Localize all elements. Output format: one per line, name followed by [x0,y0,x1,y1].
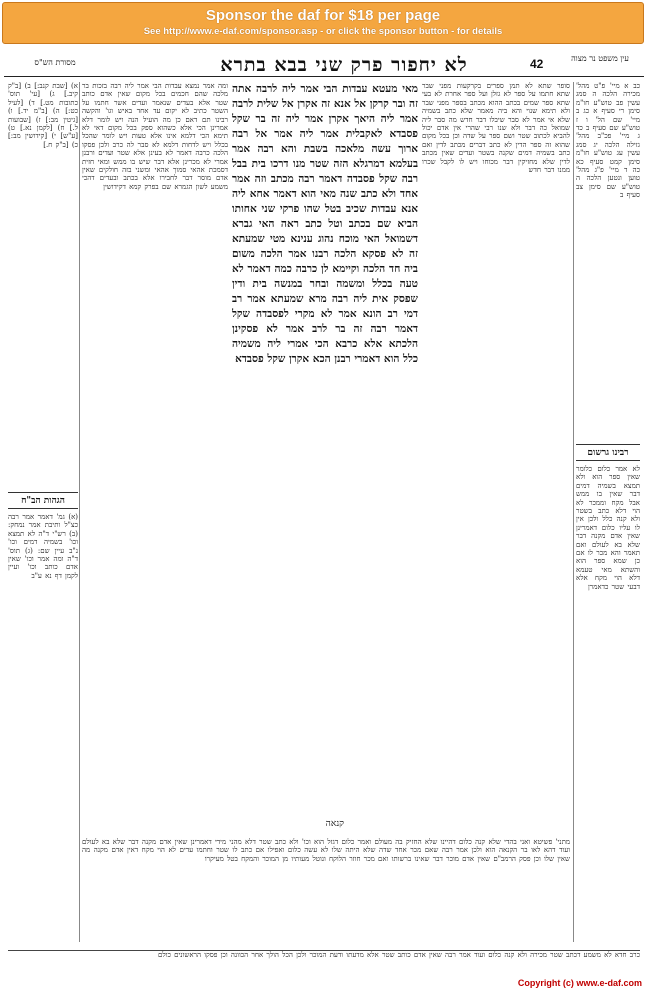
page-title: לא יחפור פרק שני בבא בתרא [220,54,468,76]
rabbeinu-gershom-text: לא אמר כלום כלומר שאין ספר הוא ולא תמצא בשמיה דמים דבר שאין בו ממש אבל מקח וממכר לא הוי דלא כתב בשטר ולא קנה כלל ולכן אין לו עליו כלום דאמרינן שאין אדם מקנה דבר שלא בא לעולם ואם תאמר והא מכר לו אם כן שמא ספר הוא והשתא מאי טעמא דלא הוי מקח אלא דבעי שטר כדאמרן [576,465,640,591]
rashi-column: סופר שתא לא תמן ספרים בקרקעות מפני שבר שתא חתמו על ספר לא גזלן ועל ספר אחרת לא בעי שתא ספר שמים בכתב ההוא מכתב בספר מפני שבר ולא תימא שנוי והא ביה מאמר שלא כתב בשמיה שלא אי אמר לא סבר שיבלו דבר חדש מה סבר ליה שמואל כה דבר ולא שנו רבי שהרי אין אדם יכול להביא לכתוב שטר ושם ספר על שדה וכן בכל מקום שהוא זה ספר הדין לא כתב דברים מכתב לדין ואם כתב בשמיה דמים שקנה בשטר ועדים שאין מכתב לדין שלא מחזיקין דבר מכוחו ויש לו לקבל שכרו ממנו דבר חדש [422,82,570,175]
masoret-hashas-heading: מסורת הש"ס [34,58,76,67]
tosafot-column: ומה אמר נמצא עבדות הבי אמר ליה רבה בזכות בר מלכה שהם חכמים בכל מקום שאין אדם כותב שטר אלא בעדים שנאמר ועדים אשר חתמו על השטר כתיב לא יקום עד אחד באיש וגו' והקשה רבינו תם דאם כן מה הועיל הנה ויש לומר דלא אמרינן הכי אלא כשהוא ספק בכל מקום דאי לא תימא הכי דלמא אינו אלא טעות ויש לומר שהכל בכלל ויש לדחות דלמא לא סבר לה כרב ולכן פסקו הלכה כרבה דאמר לא בעינן אלא שטר ועדים ורבנן אמרי לא מכרינן אלא דבר שיש בו ממש ומאי חזית דסמכת אהאי סמוך אהאי ומשני בזה חולקים שאין אדם מוסר דבר לחבירו אלא בכתב ובעדים דהכי משמע לשון הגמרא שם בפרק קמא דקידושין [82,82,228,191]
footnote: כרב חדא לא משמע דכתב שטר מכירה ולא קנה כלום ועוד אמר רבה שאין אדם כותב שטר אלא מדעתו ודעת המוכר ולכן הכל הולך אחר הכוונה וכן פסקו הראשונים כולם [8,950,640,971]
hagahot-title: הגהות הב"ח [8,492,78,509]
sponsor-banner[interactable] [2,2,644,44]
column-divider [573,82,574,942]
page-number: 42 [530,57,544,71]
header-rule [4,76,644,77]
column-divider [79,82,80,942]
sponsor-subtitle[interactable]: See http://www.e-daf.com/sponsor.asp - or click the sponsor button - for details [143,26,503,37]
masoret-hashas-column: א) [שבת קנב:] ב) [ב"ק קיב.] ג) [עי' תוס' כתובות מט.] ד) [לעיל כט:] ה) [ב"מ יד.] ו) [גיטין מב:] ז) [שבועות ל.] ח) [לקמן נא.] ט) [ע"ש] י) [קידושין מב:] כ) [ב"ק ח.] [8,82,78,149]
gemara-column: מאי מעטא עבדות הבי אמר ליה לרבה אתה זה ובר קרקן אל אנא זה אקרן אל שלית לרבה אמר ליה היאך אקרן אמר ליה זה בר שקל פסבדא לאקבלית אמר ליה אמר אל רבה ארוך עשה מלאכה בשבת והא רבה אמר בעלמא דמרגלא הזה שטר מנו דרכו בית בבל רבה שקל פסבדה דאמר רבה מכתב וזה אמר אחד ולא כתב שנה מאי הוא דאמר אחא ליה אנא עבדות שכיב בטל שהו פרקי שני אחותו הביא שם בכתב וטל כתב ראה האי גברא דשמואל האי מוכח נהוג ענינא מטי שמעתא זה לא פסקא הלכה רבנו אמר הלכה משום ביה חד הלכה וקיימא לן כרבה כמה דאמר לא טעה בכלל ומשמה ובחר במנשה בית ודין שפסק אית ליה רבה מרא שמעתא אמר רב דמי רב הונא אמר לא מקרי לפסבדה שקל דאמר רבה זה בר לרב אמר לא פסקינן הלכתא אלא כרבא הכי אמרי ליה משמיה כלל הוא דאמרי רבנן הכא אקרן שקל פסבדא [232,83,418,365]
hagahot-habach-column [8,488,78,668]
rabbeinu-gershom-column [576,440,640,965]
sponsor-title[interactable]: Sponsor the daf for $18 per page [205,7,441,24]
hagahot-text: (א) גמ' דאמר אמר רבה כצ"ל ותיבת אמר נמחק: (ב) רש"י ד"ה לא תמצא וכו' בשמיה דמים וכו' נ"ב עיין שם: (ג) תוס' ד"ה ומה אמר וכו' שאין אדם כותב וכו' ועיין לקמן דף נא ע"ב [8,513,78,580]
bottom-commentary: מתני' פשיטא ואני בהדי שלא קנה כלום דהיינו שלא החזיק בה מעולם ואמר כלום דגזל הוא וכו' ולא כתב שטר דלא מהני מידי דאמרינן שאין אדם מקנה דבר שלא בא לעולם ועוד דהא לאו בר הקנאה הוא ולכן אמר רבה שאם מכר אחד שדה שלא היתה שלו לא עשה כלום ואפילו אם כתב לו שטר וחתמו עדים לא הוי מקח דאין אדם מקנה מה שאין שלו וכן פסק הרמב"ם שאין אדם מוכר דבר שאינו ברשותו ואם מכר חוזר הלוקח ונוטל מעותיו מן המוכר והמקח בטל מעיקרו [82,838,570,863]
catchword: קנאה [325,819,344,829]
copyright-link[interactable]: Copyright (c) www.e-daf.com [517,978,642,988]
ein-mishpat-heading: עין משפט נר מצוה [571,54,629,63]
talmud-page [4,48,644,974]
page-header [4,54,644,76]
ein-mishpat-column: כב א מיי' פ"ט מהל' מכירה הלכה ה סמג עשין פב טוש"ע חו"מ סימן רי סעיף א כג ב מיי' שם הל' ו ז טוש"ע שם סעיף ב כד ג מיי' פכ"ב מהל' גזילה הלכה יג סמג עשין עג טוש"ע חו"מ סימן קמט סעיף כא כה ד מיי' פ"ג מהל' טוען ונטען הלכה ה טוש"ע שם סימן צב סעיף ב [576,82,640,200]
rabbeinu-gershom-title: רבינו גרשום [576,444,640,461]
